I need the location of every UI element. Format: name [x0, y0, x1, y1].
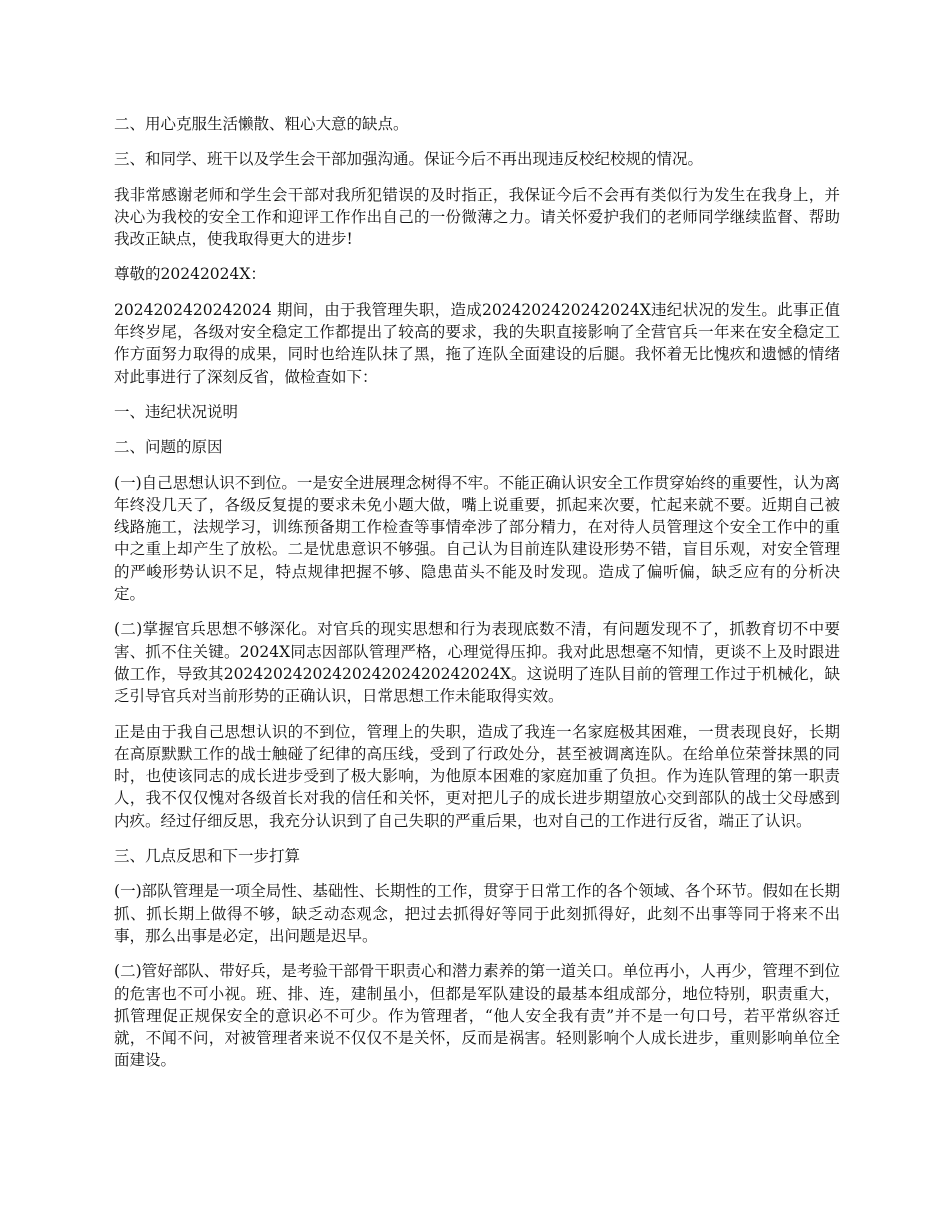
heading-section-two: 二、问题的原因 — [114, 438, 223, 457]
heading-section-one: 一、违纪状况说明 — [114, 402, 239, 421]
heading-section-three: 三、几点反思和下一步打算 — [114, 847, 301, 866]
document-body — [114, 113, 840, 1085]
paragraph-thanks: 我非常感谢老师和学生会干部对我所犯错误的及时指正，我保证今后不会再有类似行为发生在我身上，并决心为我校的安全工作和迎评工作作出自己的一份微薄之力。请关怀爱护我们的老师同学继续监督、帮助我改正缺点，使我取得更大的进步! — [114, 185, 840, 249]
paragraph-point-three: 三、和同学、班干以及学生会干部加强沟通。保证今后不再出现违反校纪校规的情况。 — [114, 150, 704, 169]
paragraph-cause-two: (二)掌握官兵思想不够深化。对官兵的现实思想和行为表现底数不清，有问题发现不了，抓教育切不中要害、抓不住关键。2024X同志因部队管理严格，心理觉得压抑。我对此思想毫不知情，更谈不上及时跟进做工作，导致其2024202420242024202420242024X。这说明了连队目前的管理工作过于机械化，缺乏引导官兵对当前形势的正确认识，日常思想工作未能取得实效。 — [114, 620, 840, 706]
salutation: 尊敬的20242024X： — [114, 265, 266, 284]
paragraph-reflection-one: (一)部队管理是一项全局性、基础性、长期性的工作，贯穿于日常工作的各个领域、各个环节。假如在长期抓、抓长期上做得不够，缺乏动态观念，把过去抓得好等同于此刻抓得好，此刻不出事等同于将来不出事，那么出事是必定，出问题是迟早。 — [114, 882, 840, 945]
paragraph-consequence: 正是由于我自己思想认识的不到位，管理上的失职，造成了我连一名家庭极其困难，一贯表现良好，长期在高原默默工作的战士触碰了纪律的高压线，受到了行政处分，甚至被调离连队。在给单位荣誉抹黑的同时，也使该同志的成长进步受到了极大影响，为他原本困难的家庭加重了负担。作为连队管理的第一职责人，我不仅仅愧对各级首长对我的信任和关怀，更对把儿子的成长进步期望放心交到部队的战士父母感到内疚。经过仔细反思，我充分认识到了自己失职的严重后果，也对自己的工作进行反省，端正了认识。 — [114, 722, 840, 830]
paragraph-reflection-two: (二)管好部队、带好兵，是考验干部骨干职责心和潜力素养的第一道关口。单位再小，人再少，管理不到位的危害也不可小视。班、排、连，建制虽小，但都是军队建设的最基本组成部分，地位特别，职责重大，抓管理促正规保安全的意识必不可少。作为管理者，“他人安全我有责”并不是一句口号，若平常纵容迁就，不闻不问，对被管理者来说不仅仅不是关怀，反而是祸害。轻则影响个人成长进步，重则影响单位全面建设。 — [114, 962, 840, 1070]
paragraph-intro: 2024202420242024 期间，由于我管理失职，造成2024202420242024X违纪状况的发生。此事正值年终岁尾，各级对安全稳定工作都提出了较高的要求，我的失职直接影响了全营官兵一年来在安全稳定工作方面努力取得的成果，同时也给连队抹了黑，拖了连队全面建设的后腿。我怀着无比愧疚和遗憾的情绪对此事进行了深刻反省，做检查如下： — [114, 300, 840, 386]
paragraph-cause-one: (一)自己思想认识不到位。一是安全进展理念树得不牢。不能正确认识安全工作贯穿始终的重要性，认为离年终没几天了，各级反复提的要求未免小题大做，嘴上说重要，抓起来次要，忙起来就不要。近期自己被线路施工，法规学习，训练预备期工作检查等事情牵涉了部分精力，在对待人员管理这个安全工作中的重中之重上却产生了放松。二是忧患意识不够强。自己认为目前连队建设形势不错，盲目乐观，对安全管理的严峻形势认识不足，特点规律把握不够、隐患苗头不能及时发现。造成了偏听偏，缺乏应有的分析决定。 — [114, 473, 840, 604]
paragraph-point-two: 二、用心克服生活懒散、粗心大意的缺点。 — [114, 115, 409, 133]
